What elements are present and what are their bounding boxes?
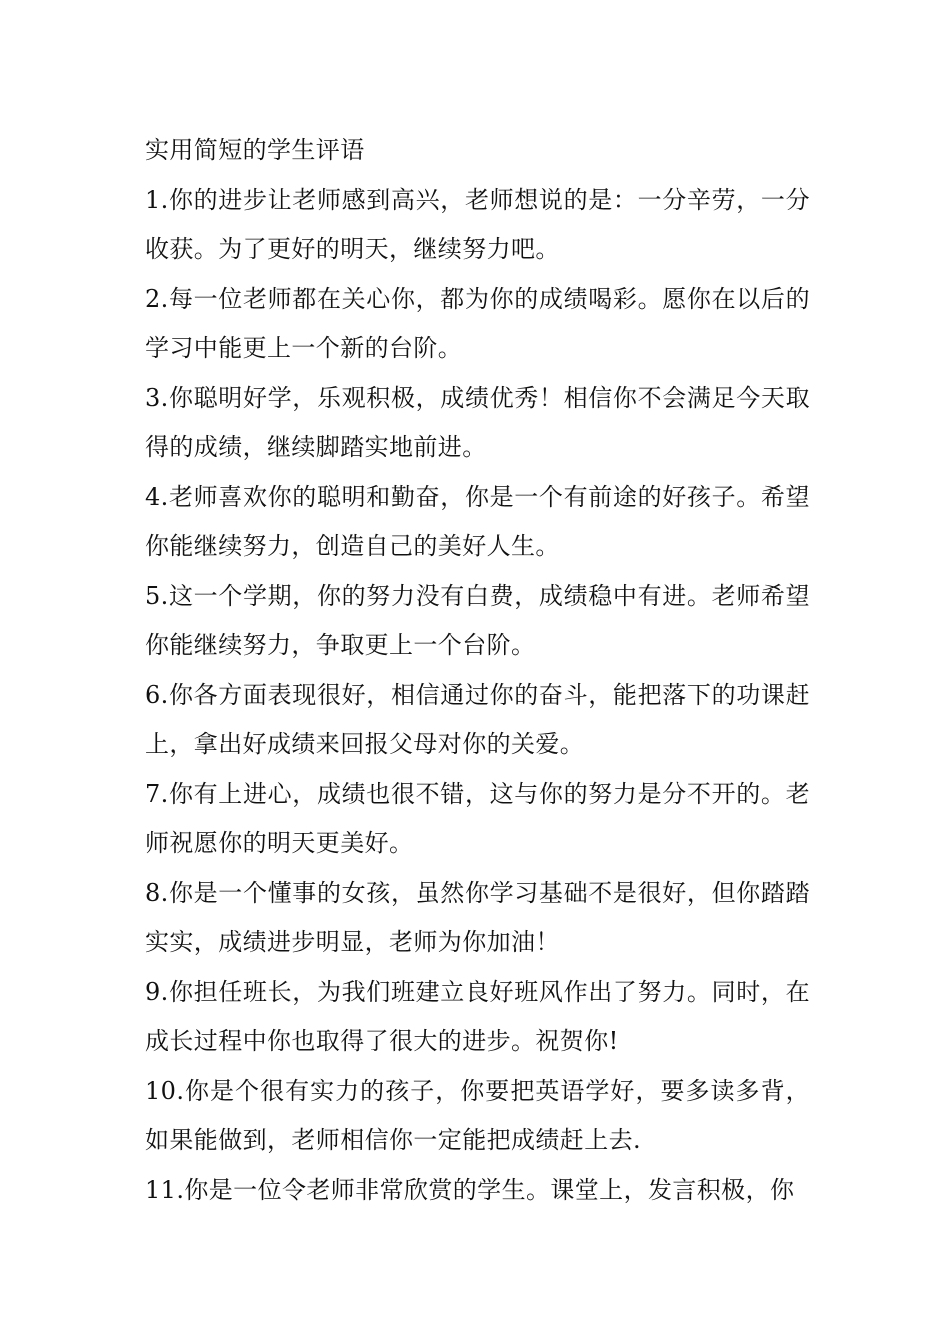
comment-paragraph-6: 6.你各方面表现很好，相信通过你的奋斗，能把落下的功课赶上，拿出好成绩来回报父母对你的关爱。 (145, 680, 810, 758)
comment-paragraph-8: 8.你是一个懂事的女孩，虽然你学习基础不是很好，但你踏踏实实，成绩进步明显，老师为你加油！ (145, 878, 810, 956)
document-body (145, 126, 810, 1215)
comment-paragraph-3: 3.你聪明好学，乐观积极，成绩优秀！相信你不会满足今天取得的成绩，继续脚踏实地前进。 (145, 383, 810, 461)
comment-paragraph-11: 11.你是一位令老师非常欣赏的学生。课堂上，发言积极，你 (145, 1175, 795, 1204)
comment-paragraph-10: 10.你是个很有实力的孩子，你要把英语学好，要多读多背，如果能做到，老师相信你一定能把成绩赶上去. (145, 1076, 810, 1154)
comment-paragraph-5: 5.这一个学期，你的努力没有白费，成绩稳中有进。老师希望你能继续努力，争取更上一个台阶。 (145, 581, 810, 659)
comment-paragraph-7: 7.你有上进心，成绩也很不错，这与你的努力是分不开的。老师祝愿你的明天更美好。 (145, 779, 810, 857)
comment-paragraph-9: 9.你担任班长，为我们班建立良好班风作出了努力。同时，在成长过程中你也取得了很大的进步。祝贺你! (145, 977, 810, 1055)
comment-paragraph-4: 4.老师喜欢你的聪明和勤奋，你是一个有前途的好孩子。希望你能继续努力，创造自己的美好人生。 (145, 482, 810, 560)
comment-paragraph-2: 2.每一位老师都在关心你，都为你的成绩喝彩。愿你在以后的学习中能更上一个新的台阶。 (145, 284, 810, 362)
comment-paragraph-1: 1.你的进步让老师感到高兴，老师想说的是：一分辛劳，一分收获。为了更好的明天，继续努力吧。 (145, 185, 810, 263)
document-title: 实用简短的学生评语 (145, 136, 365, 164)
